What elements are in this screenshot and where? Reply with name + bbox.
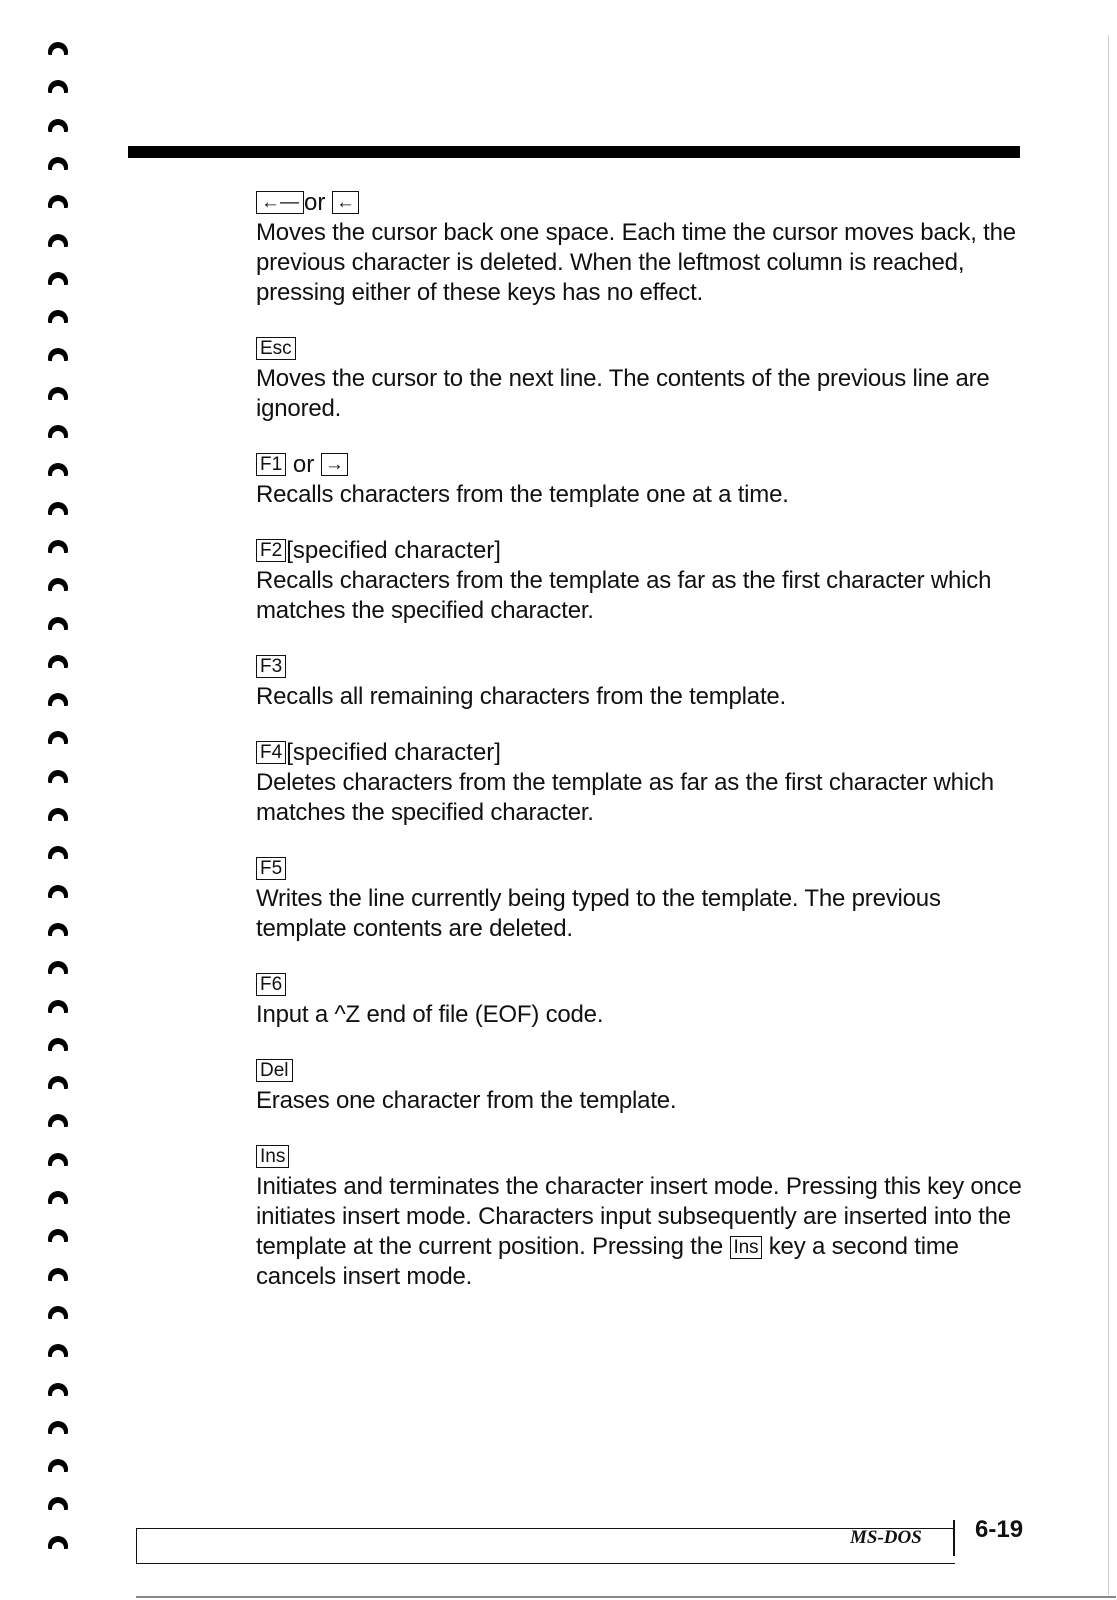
binding-hole xyxy=(48,157,68,170)
key-suffix: [specified character] xyxy=(286,537,501,564)
entry-f2 xyxy=(256,536,1026,626)
binding-hole xyxy=(48,731,68,744)
page-number: 6-19 xyxy=(975,1516,1024,1543)
right-arrow-key: → xyxy=(321,453,348,476)
binding-hole xyxy=(48,1497,68,1510)
f5-key: F5 xyxy=(256,857,286,880)
entry-ins xyxy=(256,1142,1026,1292)
f3-key: F3 xyxy=(256,655,286,678)
f2-key: F2 xyxy=(256,539,286,562)
entry-description xyxy=(256,1172,1026,1292)
footer-frame xyxy=(136,1528,955,1564)
binding-hole xyxy=(48,42,68,55)
binding-hole xyxy=(48,1421,68,1434)
spiral-binding xyxy=(40,30,80,1590)
left-arrow-key: ← xyxy=(332,191,359,214)
f6-key: F6 xyxy=(256,973,286,996)
binding-hole xyxy=(48,693,68,706)
entry-description: Input a ^Z end of file (EOF) code. xyxy=(256,1001,604,1028)
entry-description: Recalls characters from the template one at a time. xyxy=(256,481,789,508)
binding-hole xyxy=(48,1038,68,1051)
entry-f1 xyxy=(256,450,1026,510)
binding-hole xyxy=(48,1268,68,1281)
binding-hole xyxy=(48,1344,68,1357)
binding-hole xyxy=(48,540,68,553)
esc-key: Esc xyxy=(256,337,296,360)
entry-description: Recalls all remaining characters from the template. xyxy=(256,683,787,710)
f1-key: F1 xyxy=(256,453,286,476)
binding-hole xyxy=(48,195,68,208)
binding-hole xyxy=(48,1536,68,1549)
description-after: key a second time cancels insert mode. xyxy=(256,1233,959,1290)
binding-hole xyxy=(48,846,68,859)
footer-divider xyxy=(953,1520,955,1556)
binding-hole xyxy=(48,617,68,630)
binding-hole xyxy=(48,80,68,93)
binding-hole xyxy=(48,1114,68,1127)
binding-hole xyxy=(48,961,68,974)
binding-hole xyxy=(48,885,68,898)
binding-hole xyxy=(48,1153,68,1166)
binding-hole xyxy=(48,387,68,400)
binding-hole xyxy=(48,1229,68,1242)
entry-del xyxy=(256,1056,1026,1116)
entry-description: Deletes characters from the template as far as the first character which matches the specified character. xyxy=(256,769,994,826)
binding-hole xyxy=(48,502,68,515)
binding-hole xyxy=(48,808,68,821)
entry-esc xyxy=(256,334,1026,424)
f4-key: F4 xyxy=(256,741,286,764)
entry-description: Moves the cursor back one space. Each time the cursor moves back, the previous character is deleted. When the leftmost column is reached, pressing either of these keys has no effect. xyxy=(256,219,1016,306)
binding-hole xyxy=(48,578,68,591)
binding-hole xyxy=(48,655,68,668)
entry-description: Recalls characters from the template as far as the first character which matches the specified character. xyxy=(256,567,992,624)
connector-text: or xyxy=(304,189,326,216)
binding-hole xyxy=(48,1076,68,1089)
binding-hole xyxy=(48,1383,68,1396)
binding-hole xyxy=(48,770,68,783)
ins-key-inline: Ins xyxy=(730,1236,763,1259)
binding-hole xyxy=(48,463,68,476)
del-key: Del xyxy=(256,1059,293,1082)
page-bottom-edge xyxy=(136,1596,1116,1598)
binding-hole xyxy=(48,1000,68,1013)
binding-hole xyxy=(48,119,68,132)
binding-hole xyxy=(48,923,68,936)
ins-key: Ins xyxy=(256,1145,289,1168)
entry-description: Erases one character from the template. xyxy=(256,1087,677,1114)
key-suffix: [specified character] xyxy=(286,739,501,766)
description-before: Initiates and terminates the character insert mode. Pressing this key once initiates insert mode. Characters input subsequently are inserted into the template at the current position. Pressing the xyxy=(256,1173,1022,1260)
binding-hole xyxy=(48,234,68,247)
entry-f6 xyxy=(256,970,1026,1030)
header-rule xyxy=(128,146,1020,158)
entry-backspace xyxy=(256,188,1026,308)
footer-label: MS-DOS xyxy=(850,1527,922,1548)
entry-description: Moves the cursor to the next line. The contents of the previous line are ignored. xyxy=(256,365,990,422)
page-edge xyxy=(1108,35,1109,1595)
binding-hole xyxy=(48,1191,68,1204)
binding-hole xyxy=(48,272,68,285)
binding-hole xyxy=(48,1306,68,1319)
entry-f4 xyxy=(256,738,1026,828)
entry-description: Writes the line currently being typed to the template. The previous template contents are deleted. xyxy=(256,885,941,942)
binding-hole xyxy=(48,310,68,323)
backspace-key: ←— xyxy=(256,191,304,214)
binding-hole xyxy=(48,1459,68,1472)
entry-f3 xyxy=(256,652,1026,712)
binding-hole xyxy=(48,425,68,438)
binding-hole xyxy=(48,348,68,361)
entry-f5 xyxy=(256,854,1026,944)
connector-text: or xyxy=(292,451,315,478)
key-reference-list xyxy=(256,188,1026,1318)
